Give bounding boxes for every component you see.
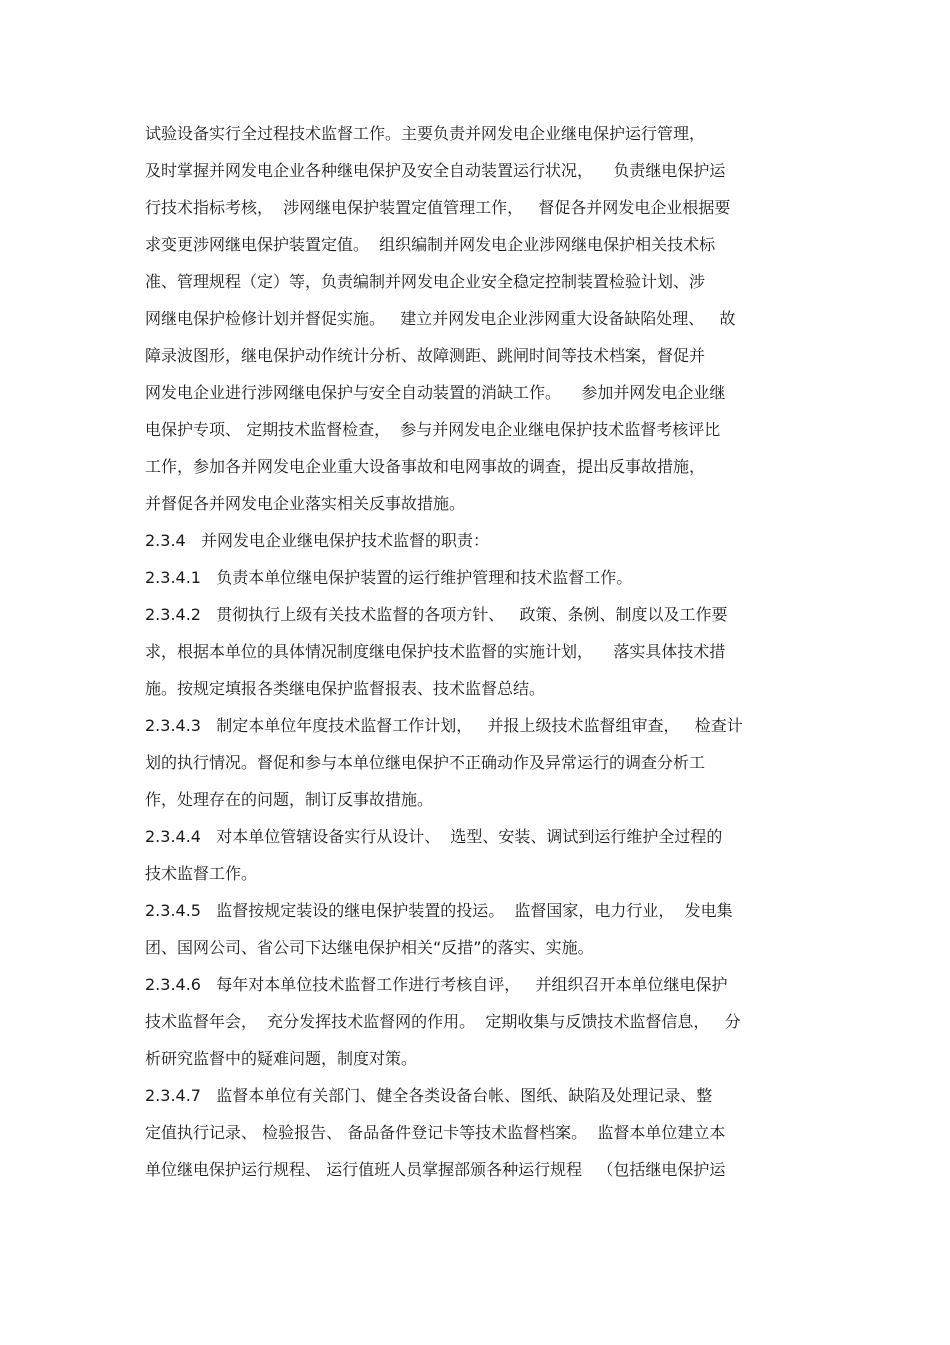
text-line: 电保护专项、 定期技术监督检查， 参与并网发电企业继电保护技术监督考核评比 — [145, 420, 721, 439]
text-line: 障录波图形，继电保护动作统计分析、故障测距、跳闸时间等技术档案，督促并 — [145, 346, 706, 365]
text-line: 作，处理存在的问题，制订反事故措施。 — [145, 790, 434, 809]
text-line: 及时掌握并网发电企业各种继电保护及安全自动装置运行状况， 负责继电保护运 — [145, 161, 726, 180]
text-line: 行技术指标考核， 涉网继电保护装置定值管理工作， 督促各并网发电企业根据要 — [145, 198, 731, 217]
text-line: 求变更涉网继电保护装置定值。 组织编制并网发电企业涉网继电保护相关技术标 — [145, 235, 716, 254]
text-line: 并督促各并网发电企业落实相关反事故措施。 — [145, 494, 466, 513]
text-line: 技术监督年会， 充分发挥技术监督网的作用。 定期收集与反馈技术监督信息， 分 — [145, 1012, 741, 1031]
text-line: 网继电保护检修计划并督促实施。 建立并网发电企业涉网重大设备缺陷处理、 故 — [145, 309, 736, 328]
text-line: 团、国网公司、省公司下达继电保护相关“反措”的落实、实施。 — [145, 938, 594, 957]
text-line: 技术监督工作。 — [145, 864, 258, 883]
document-body — [145, 115, 810, 1188]
clause-2-3-4-1: 2.3.4.1 负责本单位继电保护装置的运行维护管理和技术监督工作。 — [145, 568, 633, 587]
text-line: 施。按规定填报各类继电保护监督报表、技术监督总结。 — [145, 679, 546, 698]
text-line: 工作，参加各并网发电企业重大设备事故和电网事故的调查，提出反事故措施， — [145, 457, 706, 476]
clause-2-3-4-5: 2.3.4.5 监督按规定装设的继电保护装置的投运。 监督国家，电力行业， 发电集 — [145, 901, 733, 920]
text-line: 划的执行情况。督促和参与本单位继电保护不正确动作及异常运行的调查分析工 — [145, 753, 706, 772]
text-line: 定值执行记录、 检验报告、 备品备件登记卡等技术监督档案。 监督本单位建立本 — [145, 1123, 726, 1142]
clause-2-3-4-3: 2.3.4.3 制定本单位年度技术监督工作计划， 并报上级技术监督组审查， 检查计 — [145, 716, 743, 735]
clause-2-3-4-4: 2.3.4.4 对本单位管辖设备实行从设计、 选型、安装、调试到运行维护全过程的 — [145, 827, 723, 846]
text-line: 析研究监督中的疑难问题，制度对策。 — [145, 1049, 418, 1068]
text-line: 网发电企业进行涉网继电保护与安全自动装置的消缺工作。 参加并网发电企业继 — [145, 383, 726, 402]
text-line: 准、管理规程（定）等，负责编制并网发电企业安全稳定控制装置检验计划、涉 — [145, 272, 706, 291]
text-line: 试验设备实行全过程技术监督工作。主要负责并网发电企业继电保护运行管理， — [145, 124, 706, 143]
section-heading: 2.3.4 并网发电企业继电保护技术监督的职责： — [145, 531, 489, 550]
clause-2-3-4-2: 2.3.4.2 贯彻执行上级有关技术监督的各项方针、 政策、条例、制度以及工作要 — [145, 605, 728, 624]
clause-2-3-4-6: 2.3.4.6 每年对本单位技术监督工作进行考核自评， 并组织召开本单位继电保护 — [145, 975, 728, 994]
text-line: 单位继电保护运行规程、 运行值班人员掌握部颁各种运行规程 （包括继电保护运 — [145, 1160, 726, 1179]
clause-2-3-4-7: 2.3.4.7 监督本单位有关部门、健全各类设备台帐、图纸、缺陷及处理记录、整 — [145, 1086, 713, 1105]
text-line: 求，根据本单位的具体情况制度继电保护技术监督的实施计划， 落实具体技术措 — [145, 642, 726, 661]
